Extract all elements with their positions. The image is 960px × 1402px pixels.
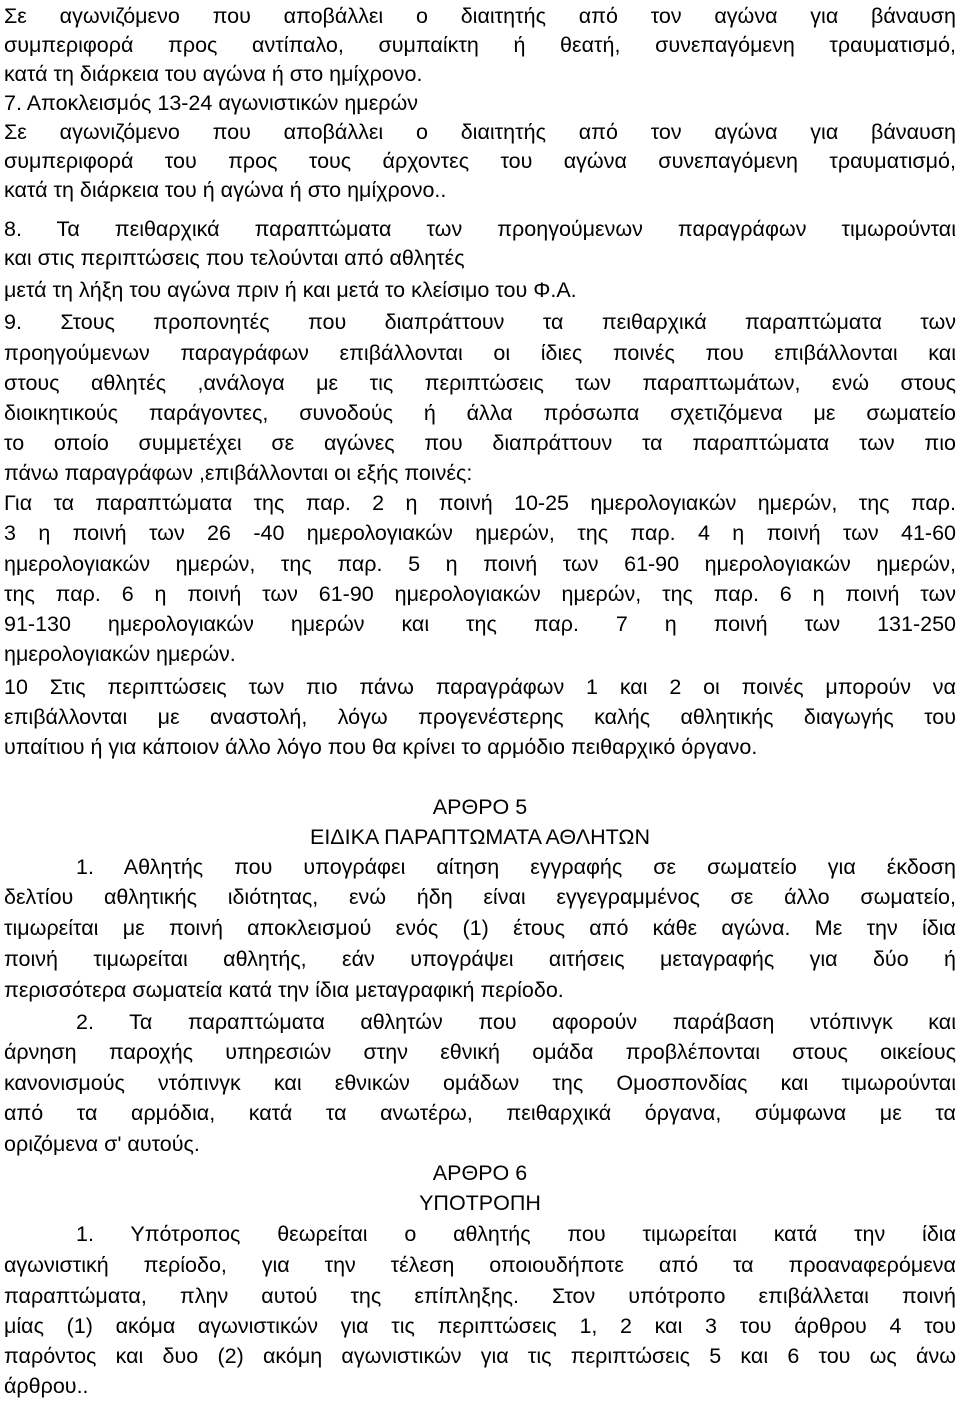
clause-heading: 7. Αποκλεισμός 13-24 αγωνιστικών ημερών — [4, 91, 419, 115]
text-line: μίας (1) ακόμα αγωνιστικών για τις περιπτώσεις 1, 2 και 3 του άρθρου 4 του — [4, 1314, 956, 1338]
text-line: κανονισμούς ντόπινγκ και εθνικών ομάδων της Ομοσπονδίας και τιμωρούνται — [4, 1071, 956, 1095]
text-line: 3 η ποινή των 26 -40 ημερολογιακών ημερών, της παρ. 4 η ποινή των 41-60 — [4, 521, 956, 545]
text-line: Σε αγωνιζόμενο που αποβάλλει ο διαιτητής από τον αγώνα για βάναυση — [4, 120, 956, 144]
article-heading: ΑΡΘΡΟ 5 — [432, 795, 528, 819]
text-line: 2. Τα παραπτώματα αθλητών που αφορούν παράβαση ντόπινγκ και — [76, 1010, 956, 1034]
text-line: της παρ. 6 η ποινή των 61-90 ημερολογιακών ημερών, της παρ. 6 η ποινή των — [4, 582, 956, 606]
text-line: 8. Τα πειθαρχικά παραπτώματα των προηγούμενων παραγράφων τιμωρούνται — [4, 217, 956, 241]
text-line: Για τα παραπτώματα της παρ. 2 η ποινή 10-25 ημερολογιακών ημερών, της παρ. — [4, 491, 956, 515]
text-line: το οποίο συμμετέχει σε αγώνες που διαπράττουν τα παραπτώματα των πιο — [4, 431, 956, 455]
text-line: διοικητικούς παράγοντες, συνοδούς ή άλλα πρόσωπα σχετιζόμενα με σωματείο — [4, 401, 956, 425]
text-line: μετά τη λήξη του αγώνα πριν ή και μετά το κλείσιμο του Φ.Α. — [4, 278, 577, 302]
text-line: ημερολογιακών ημερών, της παρ. 5 η ποινή των 61-90 ημερολογιακών ημερών, — [4, 552, 956, 576]
text-line: υπαίτιου ή για κάποιον άλλο λόγο που θα κρίνει το αρμόδιο πειθαρχικό όργανο. — [4, 735, 758, 759]
text-line: συμπεριφορά του προς τους άρχοντες του αγώνα συνεπαγόμενη τραυματισμό, — [4, 149, 956, 173]
text-line: περισσότερα σωματεία κατά την ίδια μεταγραφική περίοδο. — [4, 978, 564, 1002]
text-line: ποινή τιμωρείται αθλητής, εάν υπογράψει αιτήσεις μεταγραφής για δύο ή — [4, 947, 956, 971]
text-line: 9. Στους προπονητές που διαπράττουν τα πειθαρχικά παραπτώματα των — [4, 310, 956, 334]
text-line: προηγούμενων παραγράφων επιβάλλονται οι ίδιες ποινές που επιβάλλονται και — [4, 341, 956, 365]
text-line: κατά τη διάρκεια του αγώνα ή στο ημίχρονο. — [4, 62, 423, 86]
text-line: άρθρου.. — [4, 1374, 89, 1398]
article-heading: ΑΡΘΡΟ 6 — [432, 1161, 528, 1185]
text-line: στους αθλητές ,ανάλογα με τις περιπτώσεις των παραπτωμάτων, ενώ στους — [4, 371, 956, 395]
text-line: παραπτώματα, πλην αυτού της επίπληξης. Στον υπότροπο επιβάλλεται ποινή — [4, 1284, 956, 1308]
text-line: τιμωρείται με ποινή αποκλεισμού ενός (1) έτους από κάθε αγώνα. Με την ίδια — [4, 916, 956, 940]
text-line: δελτίου αθλητικής ιδιότητας, ενώ ήδη είναι εγγεγραμμένος σε άλλο σωματείο, — [4, 885, 956, 909]
text-line: 1. Υπότροπος θεωρείται ο αθλητής που τιμωρείται κατά την ίδια — [76, 1222, 956, 1246]
text-line: παρόντος και δυο (2) ακόμη αγωνιστικών για τις περιπτώσεις 5 και 6 του ως άνω — [4, 1344, 956, 1368]
text-line: και στις περιπτώσεις που τελούνται από αθλητές — [4, 246, 465, 270]
text-line: από τα αρμόδια, κατά τα ανωτέρω, πειθαρχικά όργανα, σύμφωνα με τα — [4, 1101, 956, 1125]
text-line: άρνηση παροχής υπηρεσιών στην εθνική ομάδα προβλέπονται στους οικείους — [4, 1040, 956, 1064]
text-line: 91-130 ημερολογιακών ημερών και της παρ. 7 η ποινή των 131-250 — [4, 612, 956, 636]
text-line: Σε αγωνιζόμενο που αποβάλλει ο διαιτητής από τον αγώνα για βάναυση — [4, 4, 956, 28]
text-line: ημερολογιακών ημερών. — [4, 642, 236, 666]
article-title: ΥΠΟΤΡΟΠΗ — [419, 1191, 541, 1215]
text-line: οριζόμενα σ' αυτούς. — [4, 1132, 200, 1156]
text-line: κατά τη διάρκεια του ή αγώνα ή στο ημίχρονο.. — [4, 178, 447, 202]
text-line: 10 Στις περιπτώσεις των πιο πάνω παραγράφων 1 και 2 οι ποινές μπορούν να — [4, 675, 956, 699]
text-line: συμπεριφορά προς αντίπαλο, συμπαίκτη ή θεατή, συνεπαγόμενη τραυματισμό, — [4, 33, 956, 57]
text-line: 1. Αθλητής που υπογράφει αίτηση εγγραφής σε σωματείο για έκδοση — [76, 855, 956, 879]
text-line: επιβάλλονται με αναστολή, λόγω προγενέστερης καλής αθλητικής διαγωγής του — [4, 705, 956, 729]
text-line: αγωνιστική περίοδο, για την τέλεση οποιουδήποτε από τα προαναφερόμενα — [4, 1253, 956, 1277]
article-title: ΕΙΔΙΚΑ ΠΑΡΑΠΤΩΜΑΤΑ ΑΘΛΗΤΩΝ — [309, 825, 650, 849]
text-line: πάνω παραγράφων ,επιβάλλονται οι εξής ποινές: — [4, 461, 473, 485]
